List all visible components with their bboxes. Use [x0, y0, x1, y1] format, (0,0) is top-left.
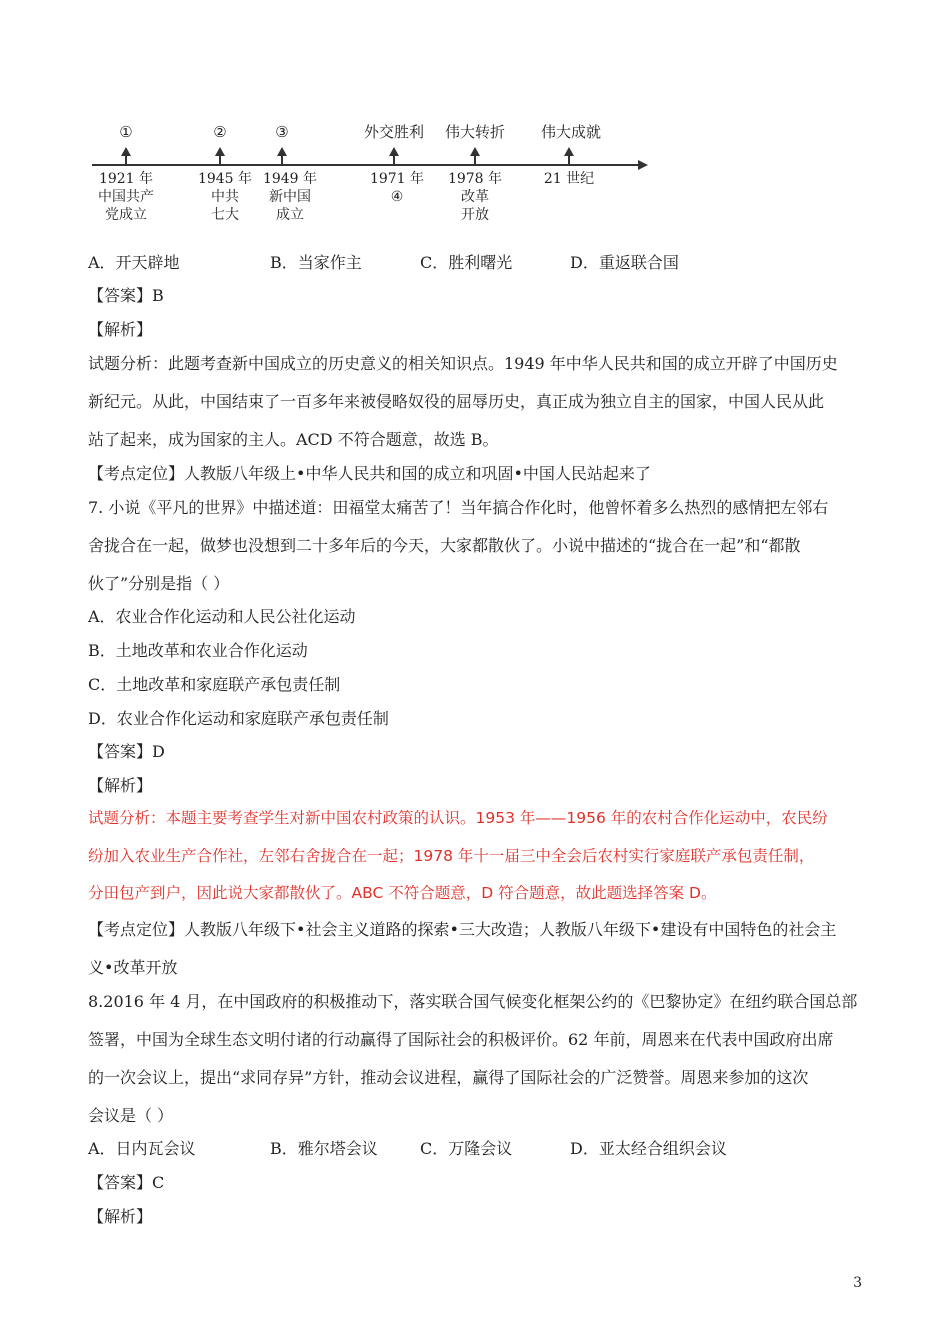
- timeline-date-line: 中国共产: [98, 189, 154, 205]
- timeline-date-line: 21 世纪: [543, 171, 595, 187]
- q7-analysis-line: 纷加入农业生产合作社，左邻右舍拢合在一起；1978 年十一届三中全会后农村实行家庭联产承包责任制，: [88, 847, 815, 865]
- q8-answer: 【答案】C: [88, 1173, 165, 1192]
- timeline-arrowhead: [638, 160, 648, 170]
- timeline-date-line: 1978 年: [447, 171, 503, 187]
- timeline-date-line: 1921 年: [98, 171, 154, 187]
- timeline-stem: [474, 155, 476, 165]
- q7-stem-line: 舍拢合在一起，做梦也没想到二十多年后的今天，大家都散伙了。小说中描述的“拢合在一起”和“都散: [88, 536, 801, 555]
- q6-option-b: B．当家作主: [270, 253, 362, 272]
- q6-option-c: C．胜利曙光: [420, 253, 513, 272]
- timeline-stem: [125, 155, 127, 165]
- q6-option-a: A．开天辟地: [88, 253, 180, 272]
- timeline-stem: [219, 155, 221, 165]
- timeline-date-line: 党成立: [105, 207, 147, 223]
- q6-analysis-line: 试题分析：此题考查新中国成立的历史意义的相关知识点。1949 年中华人民共和国的成立开辟了中国历史: [88, 354, 838, 373]
- timeline-top-label: 伟大转折: [444, 123, 505, 141]
- timeline-date-line: 改革: [461, 189, 489, 205]
- timeline-date: [91, 170, 161, 224]
- q7-option-b: B．土地改革和农业合作化运动: [88, 641, 308, 660]
- timeline-stem: [281, 155, 283, 165]
- q8-analysis-label: 【解析】: [88, 1207, 153, 1226]
- q7-answer: 【答案】D: [88, 742, 165, 761]
- q8-option-a: A．日内瓦会议: [88, 1139, 196, 1158]
- q8-stem-line: 签署，中国为全球生态文明付诸的行动赢得了国际社会的积极评价。62 年前，周恩来在代表中国政府出席: [88, 1030, 834, 1049]
- timeline-date-line: 新中国: [269, 189, 311, 205]
- timeline-date-line: 1949 年: [262, 171, 318, 187]
- q7-stem-line: 伙了”分别是指（ ）: [88, 574, 230, 593]
- timeline-date: [255, 170, 325, 224]
- timeline-top-label: ③: [275, 123, 289, 141]
- q7-option-c: C．土地改革和家庭联产承包责任制: [88, 675, 341, 694]
- timeline-top-label: ②: [213, 123, 227, 141]
- timeline-date-line: 1971 年: [369, 171, 425, 187]
- q8-stem-line: 会议是（ ）: [88, 1106, 174, 1125]
- q6-kaodian: 【考点定位】人教版八年级上•中华人民共和国的成立和巩固•中国人民站起来了: [88, 464, 651, 483]
- q8-option-d: D．亚太经合组织会议: [570, 1139, 727, 1158]
- timeline-date: [362, 170, 432, 206]
- timeline-axis: [92, 164, 640, 166]
- timeline-top-label: 外交胜利: [363, 123, 424, 141]
- timeline-date-line: 开放: [461, 207, 489, 223]
- q6-analysis-label: 【解析】: [88, 320, 153, 339]
- q7-analysis-label: 【解析】: [88, 776, 153, 795]
- timeline-date-line: 1945 年: [197, 171, 253, 187]
- q6-option-d: D．重返联合国: [570, 253, 679, 272]
- q7-kaodian-line: 【考点定位】人教版八年级下•社会主义道路的探索•三大改造；人教版八年级下•建设有中国特色的社会主: [88, 920, 837, 939]
- q7-analysis-line: 分田包产到户，因此说大家都散伙了。ABC 不符合题意，D 符合题意，故此题选择答案 D。: [88, 884, 717, 902]
- timeline-top-label: 伟大成就: [540, 123, 601, 141]
- q7-option-d: D．农业合作化运动和家庭联产承包责任制: [88, 709, 389, 728]
- q6-analysis-line: 新纪元。从此，中国结束了一百多年来被侵略奴役的屈辱历史，真正成为独立自主的国家，中国人民从此: [88, 392, 825, 411]
- timeline-date-line: ④: [390, 189, 404, 205]
- q8-option-b: B．雅尔塔会议: [270, 1139, 378, 1158]
- q7-analysis-line: 试题分析：本题主要考查学生对新中国农村政策的认识。1953 年——1956 年的农村合作化运动中，农民纷: [88, 809, 828, 827]
- q8-stem-line: 的一次会议上，提出“求同存异”方针，推动会议进程，赢得了国际社会的广泛赞誉。周恩来参加的这次: [88, 1068, 809, 1087]
- q7-option-a: A．农业合作化运动和人民公社化运动: [88, 607, 356, 626]
- page-number: 3: [853, 1275, 862, 1291]
- timeline-date-line: 七大: [211, 207, 239, 223]
- timeline-date: [190, 170, 260, 224]
- q7-stem-line: 7. 小说《平凡的世界》中描述道：田福堂太痛苦了！当年搞合作化时，他曾怀着多么热烈的感情把左邻右: [88, 498, 829, 517]
- timeline-date-line: 中共: [211, 189, 239, 205]
- q8-stem-line: 8.2016 年 4 月，在中国政府的积极推动下，落实联合国气候变化框架公约的《巴黎协定》在纽约联合国总部: [88, 992, 858, 1011]
- timeline-stem: [393, 155, 395, 165]
- q6-answer: 【答案】B: [88, 286, 164, 305]
- timeline-stem: [568, 155, 570, 165]
- q7-kaodian-line: 义•改革开放: [88, 958, 178, 977]
- timeline-date: [440, 170, 510, 224]
- q6-analysis-line: 站了起来，成为国家的主人。ACD 不符合题意，故选 B。: [88, 430, 499, 449]
- timeline-top-label: ①: [119, 123, 133, 141]
- timeline-date: [534, 170, 604, 188]
- q8-option-c: C．万隆会议: [420, 1139, 513, 1158]
- timeline-date-line: 成立: [276, 207, 304, 223]
